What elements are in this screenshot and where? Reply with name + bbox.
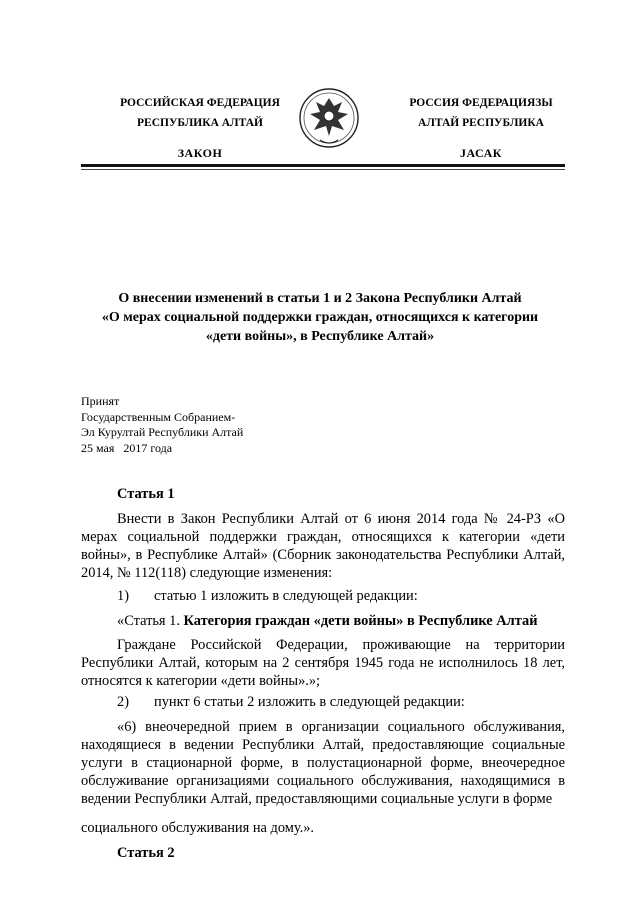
article-2-heading: Статья 2 <box>117 845 175 861</box>
header-divider-thin <box>81 169 565 170</box>
header-left-law: ЗАКОН <box>177 146 223 160</box>
title-line-2: «О мерах социальной поддержки граждан, относящихся к категории <box>101 310 539 325</box>
item-1-number: 1) <box>117 588 129 604</box>
coat-of-arms-emblem <box>298 84 360 154</box>
quoted-article-body: Граждане Российской Федерации, проживающие на территории Республики Алтай, которым на 2 сентября 1945 года не исполнилось 18 лет, относятся к категории «дети войны».»; <box>81 637 565 689</box>
item-2-number: 2) <box>117 694 129 710</box>
item-1-text: статью 1 изложить в следующей редакции: <box>154 588 418 604</box>
header-right-line2: АЛТАЙ РЕСПУБЛИКА <box>418 117 544 129</box>
header-left-line2: РЕСПУБЛИКА АЛТАЙ <box>137 117 263 129</box>
document-title <box>70 289 570 346</box>
item-6-text: «6) внеочередной прием в организации социального обслуживания, находящиеся в ведении Республики Алтай, предоставляющие социальные услуги в стационарной форме, в полустационарной форме, внеочередное обслуживание организациями социального обслуживания, находящимися в ведении Республики Алтай, предоставляющими социальные услуги в форме <box>81 719 565 807</box>
adoption-info <box>81 394 243 456</box>
quoted-article-title: Категория граждан «дети войны» в Республике Алтай <box>183 613 538 629</box>
header-left-line1: РОССИЙСКАЯ ФЕДЕРАЦИЯ <box>120 97 280 109</box>
quoted-article-heading <box>81 612 565 630</box>
item-6-end: социального обслуживания на дому.». <box>81 820 315 836</box>
title-line-3: «дети войны», в Республике Алтай» <box>205 329 435 344</box>
header-right-line1: РОССИЯ ФЕДЕРАЦИЯЗЫ <box>409 97 553 109</box>
adopted-line-3: Эл Курултай Республики Алтай <box>81 425 244 439</box>
header-right-law: ЈАСАК <box>459 146 502 160</box>
adopted-line-4: 25 мая 2017 года <box>81 440 173 455</box>
article-1-intro: Внести в Закон Республики Алтай от 6 июня 2014 года № 24-РЗ «О мерах социальной поддержки граждан, относящихся к категории «дети войны», в Республике Алтай» (Сборник законодательства Республики Алтай, 2014, № 112(118) следующие изменения: <box>81 511 565 581</box>
quoted-article-prefix: «Статья 1. <box>117 613 184 629</box>
header-right <box>396 93 566 163</box>
header-divider-thick <box>81 164 565 167</box>
title-line-1: О внесении изменений в статьи 1 и 2 Закона Республики Алтай <box>118 291 522 306</box>
adopted-line-2: Государственным Собранием- <box>81 409 236 424</box>
header-left <box>100 93 300 163</box>
article-1-heading: Статья 1 <box>117 486 175 502</box>
adopted-line-1: Принят <box>81 394 120 408</box>
item-2-text: пункт 6 статьи 2 изложить в следующей редакции: <box>154 694 465 710</box>
